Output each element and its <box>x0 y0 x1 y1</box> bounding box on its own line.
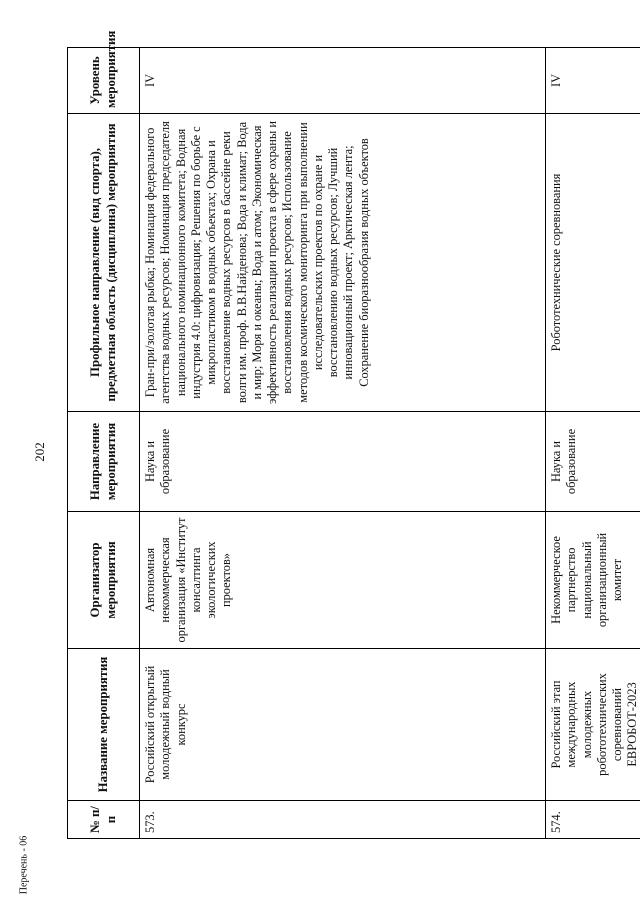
page-number: 202 <box>32 442 47 462</box>
header-profile: Профильное направление (вид спорта), предметная область (дисциплина) мероприятия <box>68 114 140 412</box>
row-direction: Наука и образование <box>546 412 640 512</box>
row-level: IV <box>140 48 546 114</box>
row-direction: Наука и образование <box>140 412 546 512</box>
header-name: Название мероприятия <box>68 649 140 801</box>
header-direction: Направление мероприятия <box>68 412 140 512</box>
rotated-table-container <box>67 30 640 839</box>
row-level: IV <box>546 48 640 114</box>
header-row <box>68 48 140 839</box>
row-organizer: Автономная некоммерческая организация «Институт консалтинга экологических проектов» <box>140 512 546 649</box>
events-table <box>67 30 640 839</box>
row-organizer: Некоммерческое партнерство национальный организационный комитет <box>546 512 640 649</box>
row-name: Российский этап международных молодежных робототехнических соревнований ЕВРОБОТ-2023 <box>546 649 640 801</box>
header-num: № п/п <box>68 801 140 839</box>
row-profile: Гран-при/золотая рыбка; Номинация федерального агентства водных ресурсов; Номинация председателя национального номинационного комитета; Водная индустрия 4.0: цифровизация; Решения по борьбе с микропластиком в водных объектах; Охрана и восстановление водных ресурсов в бассейне реки волги им. проф. В.В.Найденова; Вода и климат; Вода и мир; Моря и океаны; Вода и атом; Экономическая эффективность реализации проекта в сфере охраны и восстановления водных ресурсов; Использование методов космического мониторинга при выполнении исследовательских проектов по охране и восстановлению водных ресурсов; Лучший инновационный проект; Арктическая лента; Сохранение биоразнообразия водных объектов <box>140 114 546 412</box>
table-row <box>140 48 546 839</box>
header-organizer: Организатор мероприятия <box>68 512 140 649</box>
table-row <box>546 48 640 839</box>
row-name: Российский открытый молодежный водный конкурс <box>140 649 546 801</box>
footer-note: Перечень - 06 <box>18 835 30 895</box>
row-num: 574. <box>546 801 640 839</box>
row-profile: Робототехнические соревнования <box>546 114 640 412</box>
row-num: 573. <box>140 801 546 839</box>
header-level: Уровень мероприятия <box>68 48 140 114</box>
